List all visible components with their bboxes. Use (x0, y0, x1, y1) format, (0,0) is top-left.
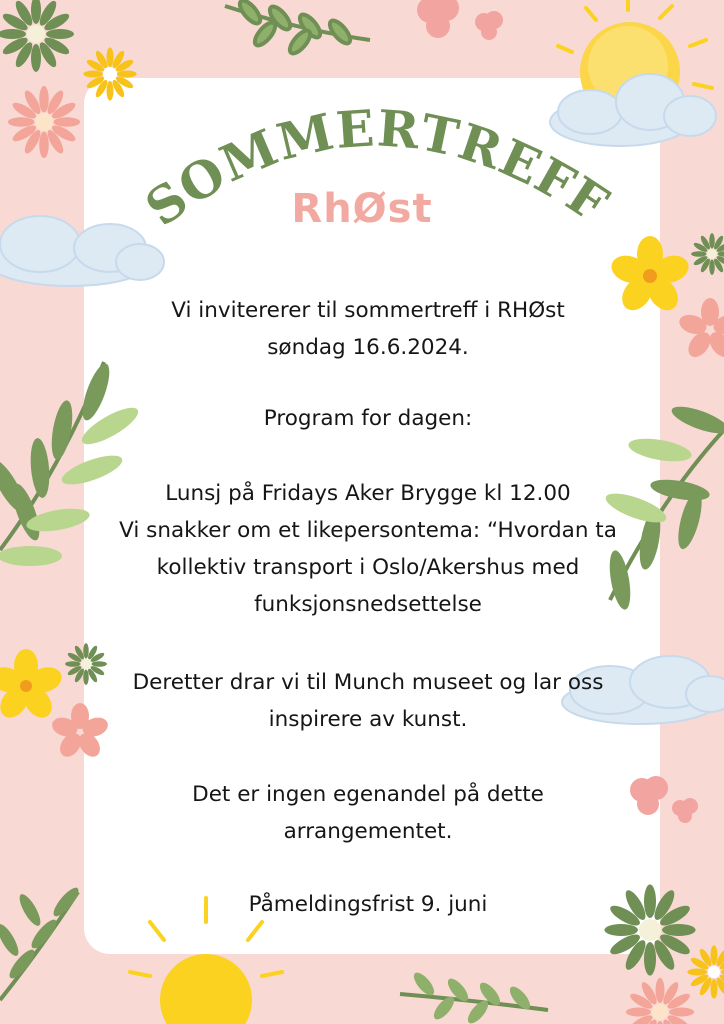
munch-line: inspirere av kunst. (268, 707, 468, 732)
yellow-flower-icon (0, 649, 65, 723)
program-text (84, 475, 652, 623)
deadline-text: Påmeldingsfrist 9. juni (248, 892, 488, 917)
invitation-text (84, 292, 652, 366)
invitation-line: Vi invitererer til sommertreff i RHØst (171, 298, 565, 323)
program-line: Lunsj på Fridays Aker Brygge kl 12.00 (165, 481, 571, 506)
pink-flower-icon (626, 978, 694, 1024)
program-line: Vi snakker om et likepersontema: “Hvordan ta (119, 518, 617, 543)
page-title: SOMMERTREFF (134, 98, 620, 238)
cost-text (84, 776, 652, 850)
program-heading: Program for dagen: (263, 406, 473, 431)
subtitle: RhØst (291, 186, 433, 232)
program-line: funksjonsnedsettelse (254, 592, 482, 617)
program-line: kollektiv transport i Oslo/Akershus med (156, 555, 580, 580)
branch-icon (0, 884, 82, 1000)
munch-text (84, 664, 652, 738)
cost-line: arrangementet. (283, 819, 453, 844)
invitation-line: søndag 16.6.2024. (267, 335, 469, 360)
cost-line: Det er ingen egenandel på dette (192, 782, 544, 807)
munch-line: Deretter drar vi til Munch museet og lar oss (132, 670, 604, 695)
yellow-flower-icon (687, 945, 724, 998)
pink-flower-icon (677, 298, 724, 361)
branch-icon (400, 969, 548, 1024)
